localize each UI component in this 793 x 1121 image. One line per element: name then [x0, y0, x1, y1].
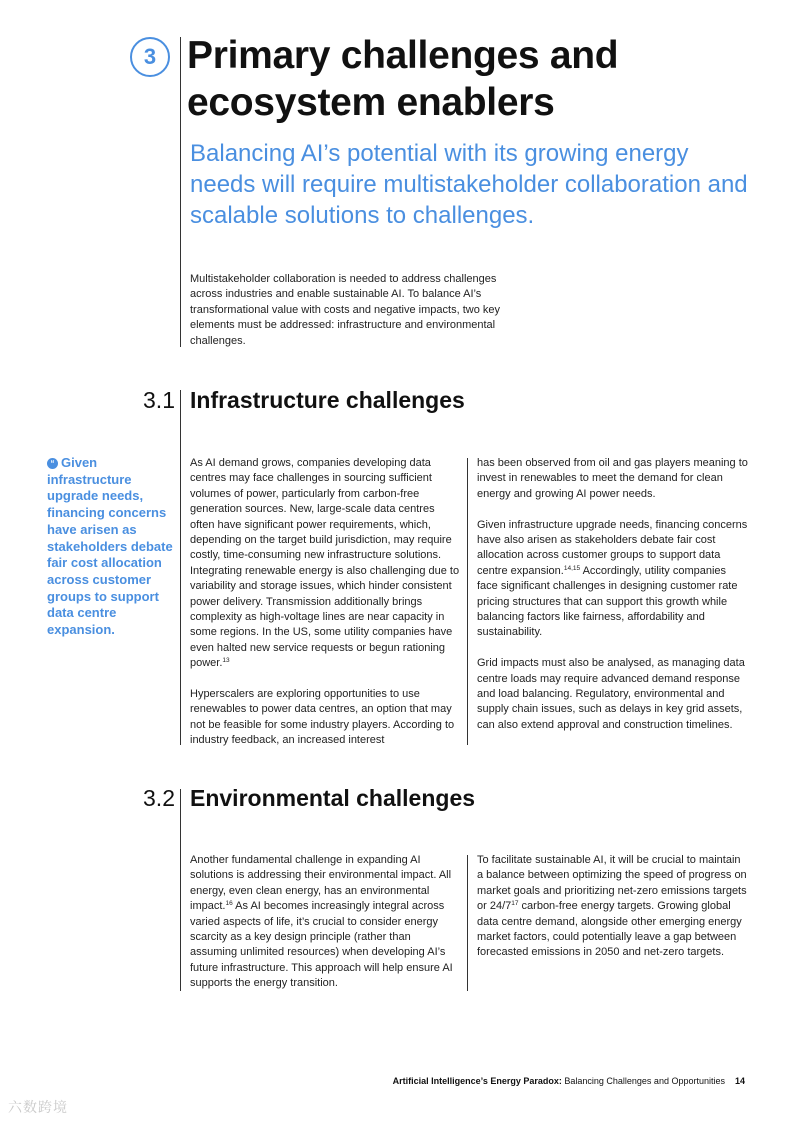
section2-vertical-rule	[180, 789, 181, 991]
pullquote	[47, 455, 175, 639]
watermark: 六数跨境	[8, 1099, 68, 1115]
paragraph-text: carbon-free energy targets. Growing global data centre demand, alongside other emerging energy market factors, could potentially leave a gap between forecasted emissions in 2050 and net-zero targets.	[477, 900, 742, 959]
page-number: 14	[734, 1076, 745, 1086]
footnote-ref: 13	[222, 657, 230, 665]
footnote-ref: 14,15	[563, 564, 581, 572]
paragraph	[190, 853, 460, 992]
chapter-vertical-rule	[180, 37, 181, 347]
paragraph-text: As AI becomes increasingly integral across varied aspects of life, it’s crucial to consider energy scarcity as a key design principle (rather than assuming unlimited resources) when developing AI’s future infrastructure. This approach will help ensure AI supports the energy transition.	[190, 900, 453, 990]
paragraph	[477, 518, 749, 641]
chapter-number-badge	[130, 37, 170, 77]
footnote-ref: 17	[511, 900, 519, 908]
section1-number: 3.1	[143, 387, 175, 413]
paragraph-text: To facilitate sustainable AI, it will be crucial to maintain a balance between optimizing the speed of progress on market goals and prioritizing net-zero emissions targets or 24/7	[477, 854, 747, 913]
paragraph-text: Accordingly, utility companies face significant challenges in designing customer rate pricing structures that can support this growth while balancing factors like fairness, affordability and sustainability.	[477, 564, 738, 639]
section1-left-column	[190, 456, 462, 749]
chapter-number: 3	[143, 44, 157, 69]
section1-right-column	[477, 456, 749, 733]
section2-right-column	[477, 853, 749, 961]
section2-number: 3.2	[143, 785, 175, 811]
chapter-intro: Multistakeholder collaboration is needed to address challenges across industries and enable sustainable AI. To balance AI’s transformational value with costs and negative impacts, two key elements must be addressed: infrastructure and environmental challenges.	[190, 273, 500, 347]
footer-doc-title: Artificial Intelligence’s Energy Paradox:	[392, 1076, 562, 1086]
paragraph: Hyperscalers are exploring opportunities to use renewables to power data centres, an option that may not be feasible for some industry players. According to industry feedback, an increased interest	[190, 688, 455, 747]
chapter-title: Primary challenges and ecosystem enablers	[187, 34, 619, 124]
pullquote-text: Given infrastructure upgrade needs, financing concerns have arisen as stakeholders debate fair cost allocation across customer groups to support data centre expansion.	[47, 455, 173, 638]
section1-title: Infrastructure challenges	[190, 387, 465, 413]
paragraph-text: As AI demand grows, companies developing data centres may face challenges in sourcing sufficient volumes of power, particularly from carbon-free generation sources. New, large-scale data centres often have significant power requirements, which, depending on the target build jurisdiction, may require costly, time-consuming new infrastructure solutions. Integrating renewable energy is also challenging due to variability and storage issues, which hinder consistent power delivery. Transmission additionally brings complexity as high-voltage lines are near capacity in some regions. In the US, some utility companies have even halted new service requests or begun rationing power.	[190, 457, 460, 670]
section2-title: Environmental challenges	[190, 785, 476, 811]
footnote-ref: 16	[225, 900, 233, 908]
paragraph: has been observed from oil and gas players meaning to invest in renewables to meet the demand for clean energy and growing AI power needs.	[477, 457, 748, 500]
quote-icon: “	[47, 458, 58, 469]
section2-column-rule	[467, 855, 468, 991]
paragraph-text: Given infrastructure upgrade needs, financing concerns have also arisen as stakeholders debate fair cost allocation across customer groups to support data centre expansion.	[477, 518, 748, 577]
page-footer	[393, 1076, 745, 1086]
section1-column-rule	[467, 458, 468, 745]
section1-vertical-rule	[180, 390, 181, 745]
paragraph	[477, 853, 749, 961]
section2-left-column	[190, 853, 460, 992]
paragraph-text: Another fundamental challenge in expanding AI solutions is addressing their environmental impact. All energy, even clean energy, has an environmental impact.	[190, 854, 452, 913]
chapter-subtitle: Balancing AI’s potential with its growing energy needs will require multistakeholder collaboration and scalable solutions to challenges.	[190, 140, 748, 229]
paragraph: Grid impacts must also be analysed, as managing data centre loads may require advanced demand response and load balancing. Regulatory, environmental and supply chain issues, such as delays in key grid assets, can also extend approval and construction timelines.	[477, 657, 745, 731]
footer-doc-subtitle: Balancing Challenges and Opportunities	[561, 1076, 725, 1086]
paragraph	[190, 456, 462, 672]
